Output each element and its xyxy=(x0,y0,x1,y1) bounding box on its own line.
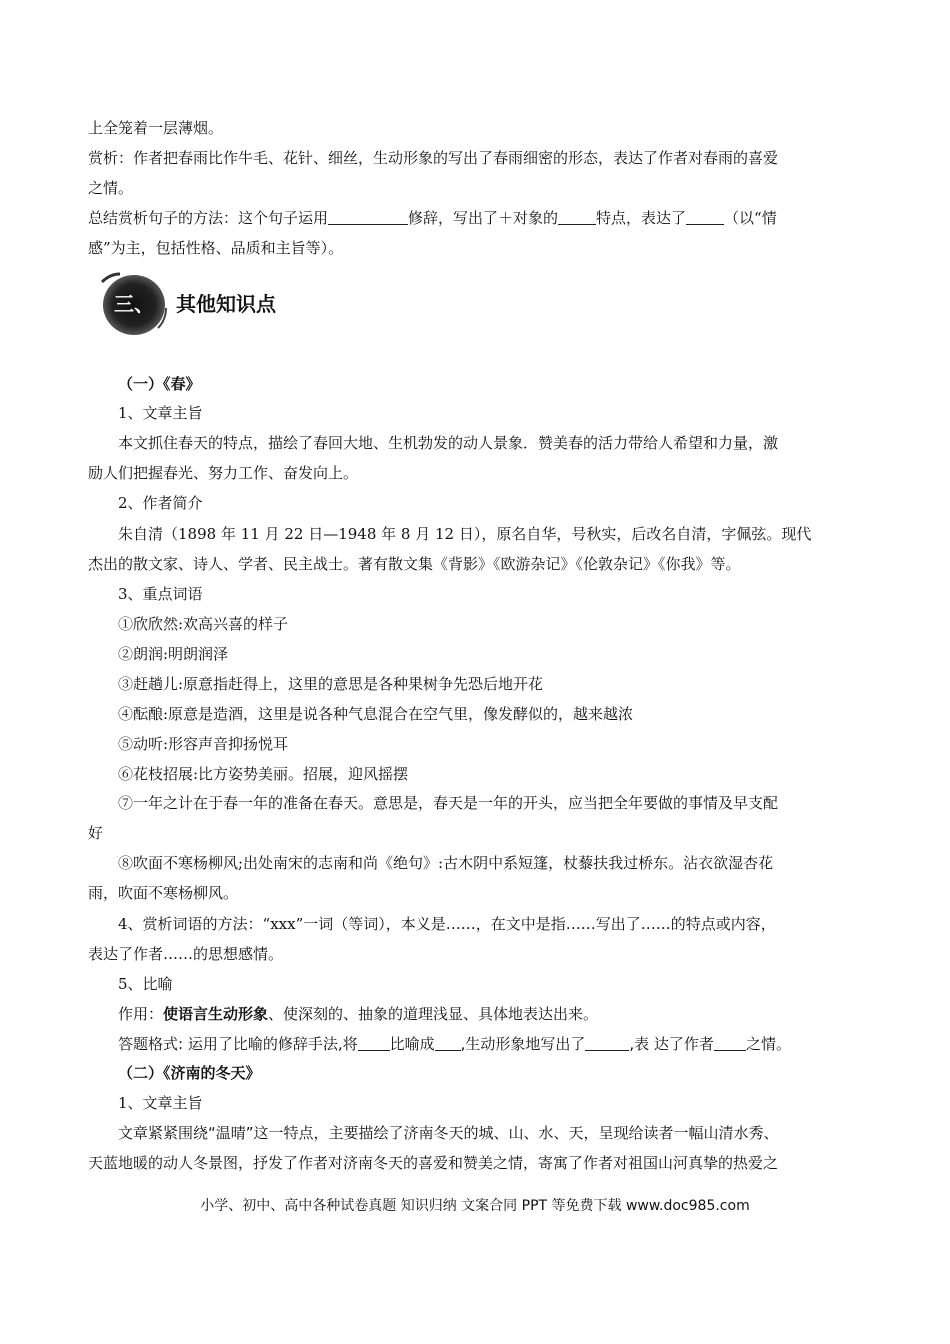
text-fragment: 、使深刻的、抽象的道理浅显、具体地表达出来。 xyxy=(268,1005,599,1023)
text-fragment: 特点，表达了 xyxy=(596,209,687,227)
list-item: 好 xyxy=(88,824,104,842)
fill-blank xyxy=(328,210,408,225)
text-fragment: ,表 达了作者 xyxy=(629,1035,714,1053)
text-line: 杰出的散文家、诗人、学者、民主战士。著有散文集《背影》《欧游杂记》《伦敦杂记》《你我》等。 xyxy=(88,555,741,573)
list-item: ①欣欣然:欢高兴喜的样子 xyxy=(118,615,289,633)
list-item: 雨，吹面不寒杨柳风。 xyxy=(88,884,239,902)
text-fragment: 答题格式: 运用了比喻的修辞手法,将 xyxy=(118,1035,358,1053)
text-line: 3、重点词语 xyxy=(118,585,203,603)
text-fragment: 作用： xyxy=(118,1005,164,1023)
list-item: ⑤动听:形容声音抑扬悦耳 xyxy=(118,735,289,753)
text-line: 表达了作者……的思想感情。 xyxy=(88,945,284,963)
list-item: ③赶趟儿:原意指赶得上，这里的意思是各种果树争先恐后地开花 xyxy=(118,675,544,693)
text-line: 文章紧紧围绕“温晴”这一特点，主要描绘了济南冬天的城、山、水、天，呈现给读者一幅山清水秀、 xyxy=(118,1124,779,1142)
text-fragment: 修辞，写出了＋对象的 xyxy=(408,209,559,227)
text-fragment: 之情。 xyxy=(745,1035,791,1053)
emphasis-text: 生动形象 xyxy=(208,1005,269,1023)
text-fragment: 总结赏析句子的方法：这个句子运用 xyxy=(88,209,329,227)
subsection-heading: （一）《春》 xyxy=(118,375,201,393)
list-item: ④酝酿:原意是造酒，这里是说各种气息混合在空气里，像发酵似的，越来越浓 xyxy=(118,705,634,723)
fill-blank xyxy=(585,1036,629,1051)
answer-format-line xyxy=(118,1034,791,1054)
list-item: ②朗润:明朗润泽 xyxy=(118,645,229,663)
text-line: 1、文章主旨 xyxy=(118,404,203,422)
fill-blank xyxy=(358,1036,390,1051)
summary-line xyxy=(88,208,777,228)
fill-blank xyxy=(686,210,724,225)
text-line: 上全笼着一层薄烟。 xyxy=(88,119,224,137)
text-line: 朱自清（1898 年 11 月 22 日—1948 年 8 月 12 日），原名自华，号秋实，后改名自清，字佩弦。现代 xyxy=(118,525,812,543)
text-fragment: 使语言 xyxy=(163,1005,209,1023)
list-item: ⑧吹面不寒杨柳风;出处南宋的志南和尚《绝句》:古木阴中系短篷，杖藜扶我过桥东。沾衣欲湿杏花 xyxy=(118,854,774,872)
section-title: 其他知识点 xyxy=(176,292,276,316)
text-line: 之情。 xyxy=(88,179,134,197)
text-line: 1、文章主旨 xyxy=(118,1094,203,1112)
text-line: 4、赏析词语的方法：“xxx”一词（等词），本义是……，在文中是指……写出了……的特点或内容， xyxy=(118,915,776,933)
page-footer: 小学、初中、高中各种试卷真题 知识归纳 文案合同 PPT 等免费下载 www.doc985.com xyxy=(200,1198,750,1214)
text-line: 天蓝地暖的动人冬景图，抒发了作者对济南冬天的喜爱和赞美之情，寄寓了作者对祖国山河真挚的热爱之 xyxy=(88,1154,779,1172)
fill-blank xyxy=(714,1036,746,1051)
text-line: 感”为主，包括性格、品质和主旨等）。 xyxy=(88,239,344,257)
text-line: 赏析：作者把春雨比作牛毛、花针、细丝，生动形象的写出了春雨细密的形态，表达了作者对春雨的喜爱 xyxy=(88,149,779,167)
text-line: 本文抓住春天的特点，描绘了春回大地、生机勃发的动人景象．赞美春的活力带给人希望和力量，激 xyxy=(118,434,779,452)
text-fragment: 比喻成 xyxy=(389,1035,435,1053)
subsection-heading: （二）《济南的冬天》 xyxy=(118,1064,261,1082)
fill-blank xyxy=(558,210,596,225)
text-line: 2、作者简介 xyxy=(118,494,203,512)
list-item: ⑦一年之计在于春一年的准备在春天。意思是，春天是一年的开头，应当把全年要做的事情及早支配 xyxy=(118,794,779,812)
fill-blank xyxy=(435,1036,461,1051)
usage-line xyxy=(118,1004,598,1024)
text-fragment: （以“情 xyxy=(724,209,777,227)
list-item: ⑥花枝招展:比方姿势美丽。招展，迎风摇摆 xyxy=(118,765,409,783)
text-line: 励人们把握春光、努力工作、奋发向上。 xyxy=(88,464,359,482)
text-fragment: ,生动形象地写出了 xyxy=(460,1035,586,1053)
section-number: 三、 xyxy=(114,292,154,316)
text-line: 5、比喻 xyxy=(118,975,173,993)
